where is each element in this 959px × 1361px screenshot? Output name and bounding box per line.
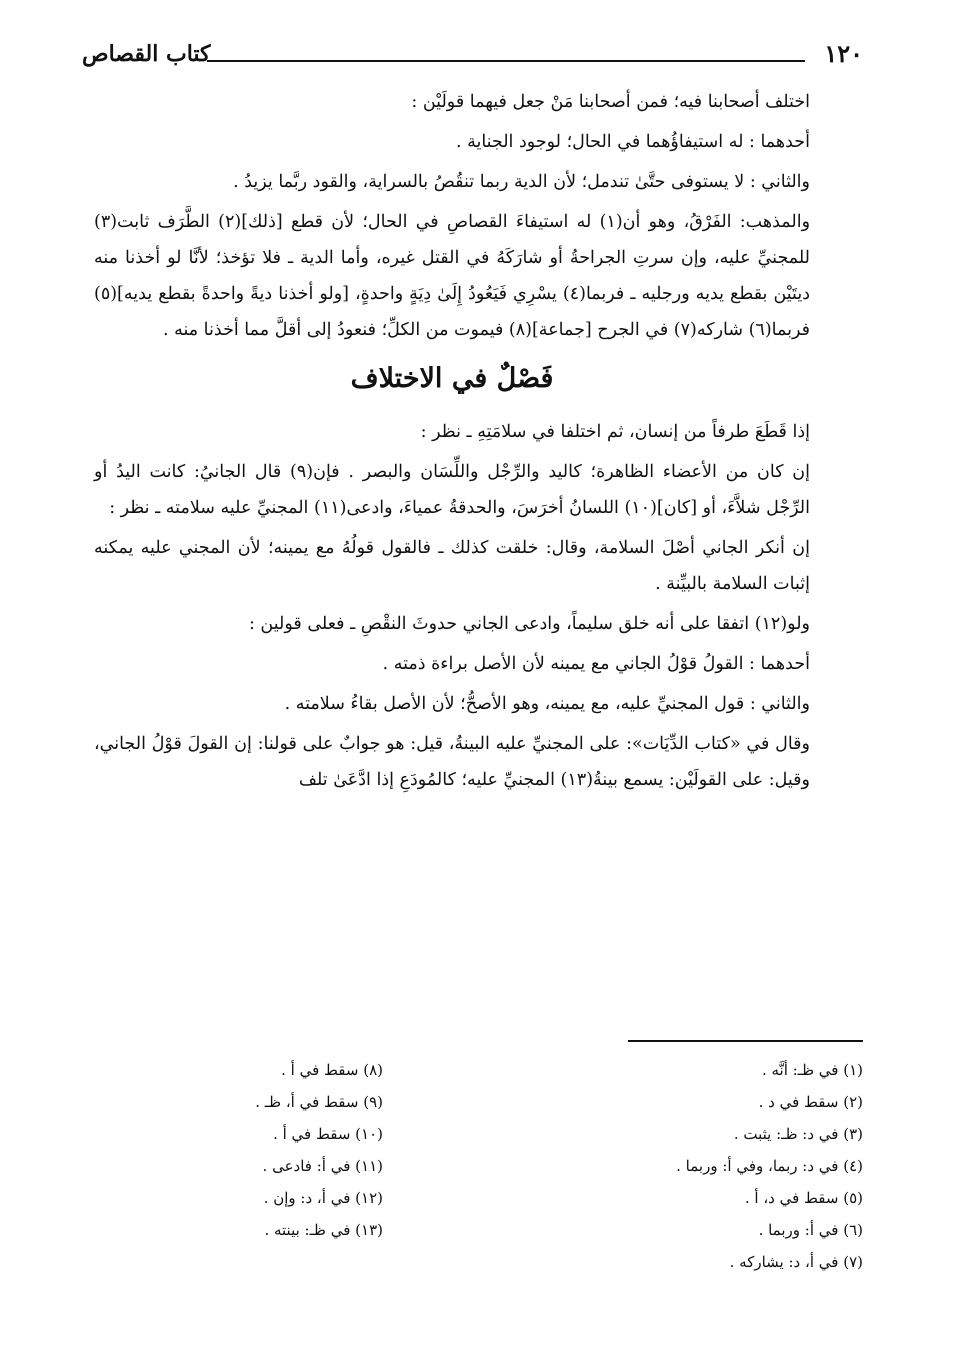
section-heading: فَصْلٌ في الاختلاف: [350, 363, 554, 394]
paragraph: ولو(١٢) اتفقا على أنه خلق سليماً، وادعى الجاني حدوثَ النقْصِ ـ فعلى قولين :: [248, 614, 810, 634]
paragraph: وقال في «كتاب الدِّيَات»: على المجنيِّ عليه البينةُ، قيل: هو جوابٌ على قولنا: إن القولَ قوْلُ الجاني، وقيل: على القولَيْن: يسمع بينةُ(١٣) المجنيِّ عليه؛ كالمُودَعِ إذا ادَّعَىٰ تلف: [94, 734, 810, 790]
footnote: (١) في ظـ: أنَّه .: [761, 1061, 863, 1079]
footnotes-column-left: [163, 1054, 383, 1246]
paragraph: إذا قَطَعَ طرفاً من إنسان، ثم اختلفا في سلامَتِهِ ـ نظر :: [420, 422, 810, 442]
paragraph: أحدهما : القولُ قوْلُ الجاني مع يمينه لأن الأصل براءة ذمته .: [382, 654, 810, 674]
footnote-rule: [628, 1040, 863, 1042]
paragraph: والثاني : لا يستوفى حتَّىٰ تندمل؛ لأن الدية ربما تنقُصُ بالسراية، والقود ربَّما يزيدُ .: [233, 172, 810, 192]
footnote: (٥) سقط في د، أ .: [744, 1189, 863, 1207]
paragraph: أحدهما : له استيفاؤُهما في الحال؛ لوجود الجناية .: [455, 132, 810, 152]
book-title: كتاب القصاص: [82, 41, 211, 67]
footnote: (٢) سقط في د .: [758, 1093, 863, 1111]
footnotes: [94, 1054, 863, 1294]
footnotes-column-right: [533, 1054, 863, 1278]
footnote: (١٢) في أ، د: وإن .: [263, 1189, 383, 1207]
main-text: [94, 84, 810, 802]
page-number: ١٢٠: [824, 39, 863, 68]
footnote: (١٠) سقط في أ .: [273, 1125, 383, 1143]
footnote: (٣) في د: ظـ: يثبت .: [733, 1125, 863, 1143]
paragraph: إن كان من الأعضاء الظاهرة؛ كاليد والرِّجْل واللِّسَان والبصر . فإن(٩) قال الجانيُ: كانت اليدُ أو الرِّجْل شلاَّءَ، أو [كان](١٠) اللسانُ أخرَسَ، والحدقةُ عمياءَ، وادعى(١١) المجنيِّ عليه سلامته ـ نظر :: [94, 462, 811, 518]
footnote: (٤) في د: ربما، وفي أ: وربما .: [676, 1157, 863, 1175]
paragraph: اختلف أصحابنا فيه؛ فمن أصحابنا مَنْ جعل فيهما قولَيْن :: [411, 92, 810, 112]
footnote: (١٣) في ظـ: بينته .: [264, 1221, 383, 1239]
footnote: (٨) سقط في أ .: [281, 1061, 383, 1079]
footnote: (٧) في أ، د: يشاركه .: [729, 1253, 863, 1271]
paragraph: والثاني : قول المجنيِّ عليه، مع يمينه، وهو الأصحُّ؛ لأن الأصل بقاءُ سلامته .: [284, 694, 810, 714]
footnote: (١١) في أ: فادعى .: [262, 1157, 383, 1175]
footnote: (٩) سقط في أ، ظـ .: [255, 1093, 383, 1111]
paragraph: والمذهب: الفَرْقُ، وهو أن(١) له استيفاءَ القصاصِ في الحال؛ لأن قطع [ذلك](٢) الطَّرَف ثابت(٣) للمجنيِّ عليه، وإن سرتِ الجراحةُ أو شارَكَهُ في القتل غيره، وأما الدية ـ فلا تؤخذ؛ لأنَّا لو أخذنا منه ديتَيْن بقطع يديه ورجليه ـ فربما(٤) يسْرِي فَيَعُودُ إِلَىٰ دِيَةٍ واحدةٍ، [ولو أخذنا ديةً واحدةً بقطع يديه](٥) فربما(٦) شاركه(٧) في الجرح [جماعة](٨) فيموت من الكلِّ؛ فنعودُ إلى أقلَّ مما أخذنا منه .: [94, 212, 811, 340]
page-header: [82, 34, 863, 74]
header-rule: [207, 60, 805, 62]
footnote: (٦) في أ: وربما .: [758, 1221, 863, 1239]
paragraph: إن أنكر الجاني أصْلَ السلامة، وقال: خلقت كذلك ـ فالقول قولُهُ مع يمينه؛ لأن المجني عليه يمكنه إثبات السلامة بالبيِّنة .: [94, 538, 810, 594]
